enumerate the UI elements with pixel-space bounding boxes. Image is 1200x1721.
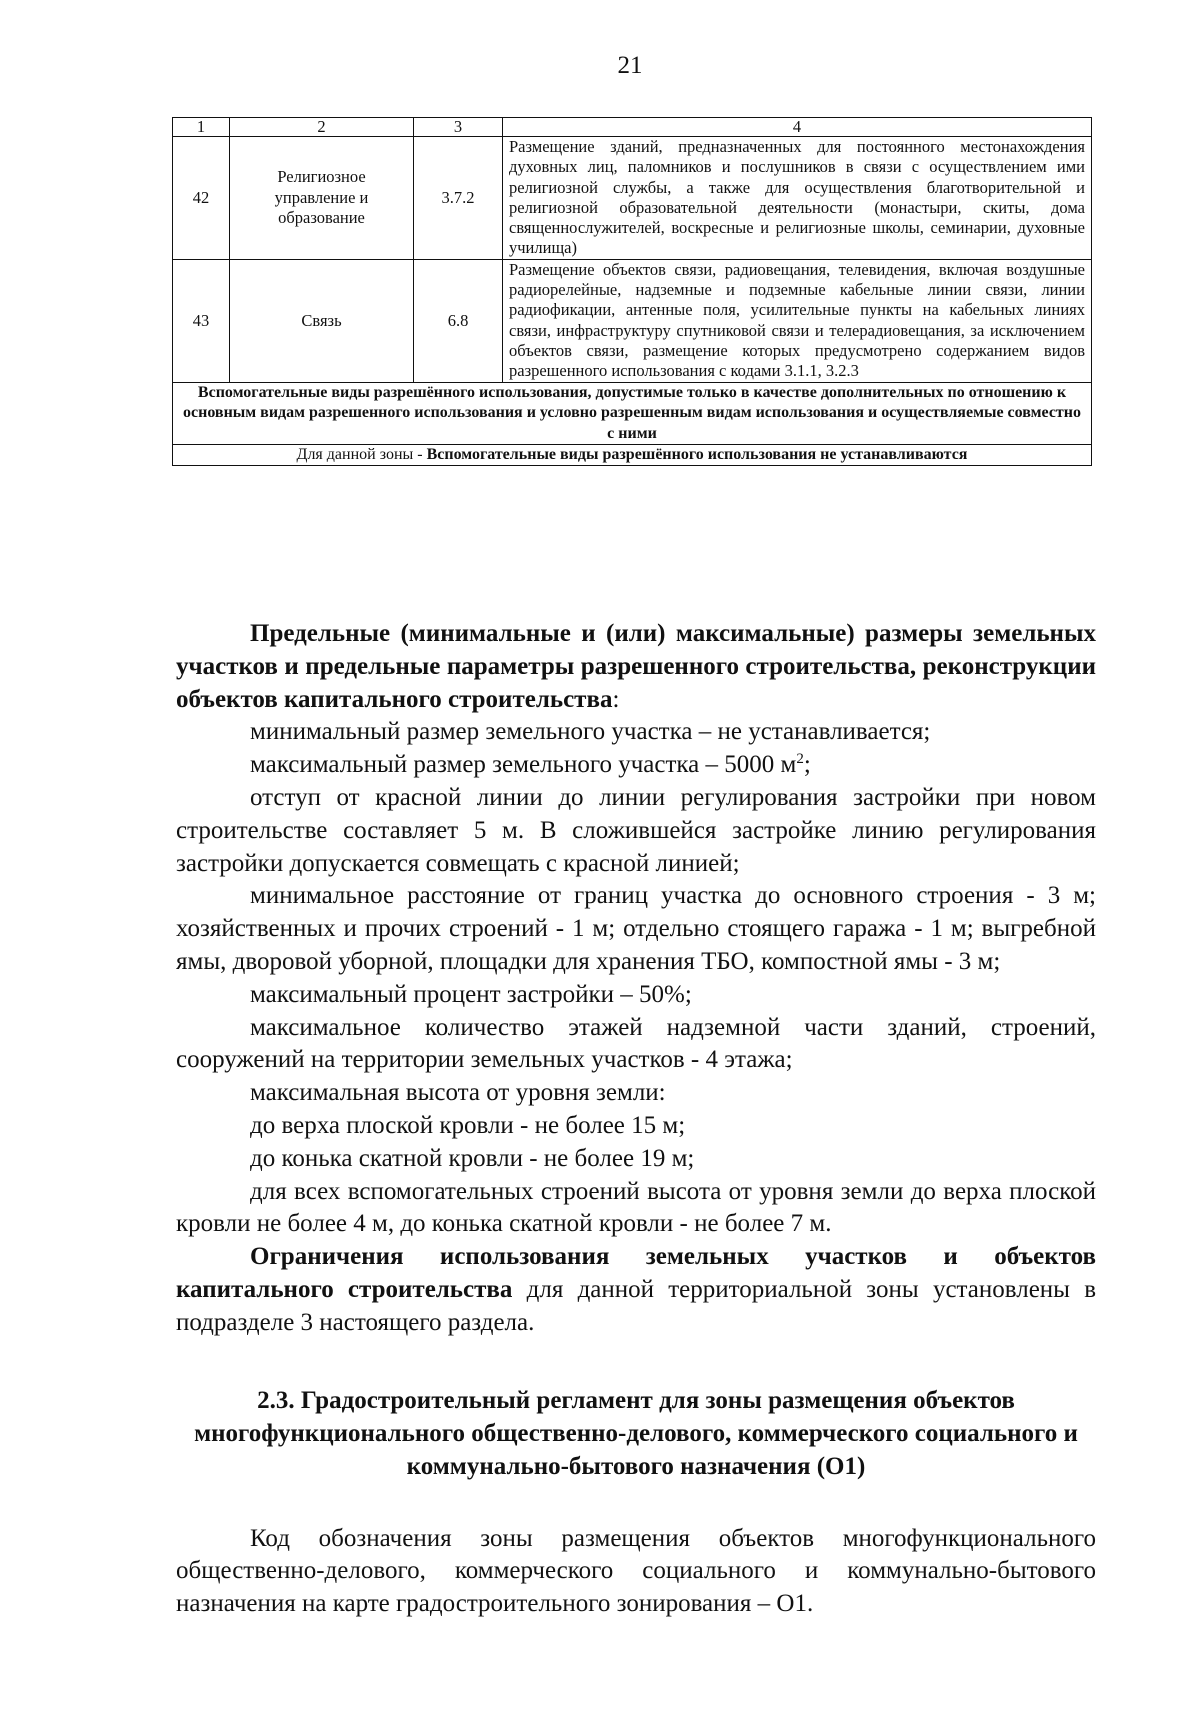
min-plot-size: минимальный размер земельного участка – не устанавливается;: [250, 718, 931, 746]
zone-code-paragraph: Код обозначения зоны размещения объектов многофункционального общественно-делового, коммерческого социального и коммунально-бытового назначения на карте градостроительного зонирования – О1.: [176, 1524, 1096, 1618]
auxiliary-building-height: для всех вспомогательных строений высота от уровня земли до верха плоской кровли не более 4 м, до конька скатной кровли - не более 7 м.: [176, 1177, 1096, 1238]
red-line-setback: отступ от красной линии до линии регулирования застройки при новом строительстве составляет 5 м. В сложившейся застройке линию регулирования застройки допускается совмещать с красной линией;: [176, 783, 1096, 877]
restrictions-text: для данной территориальной зоны установлены в подразделе 3 настоящего раздела.: [176, 1275, 1096, 1336]
limits-heading-text: Предельные (минимальные и (или) максимальные) размеры земельных участков и предельные параметры разрешенного строительства, реконструкции объектов капитального строительства: [176, 620, 1096, 713]
flat-roof-height: до верха плоской кровли - не более 15 м;: [250, 1111, 686, 1139]
header-cell: 1: [173, 118, 230, 137]
max-height: максимальная высота от уровня земли:: [250, 1079, 666, 1107]
pitched-roof-height: до конька скатной кровли - не более 19 м;: [250, 1144, 695, 1172]
max-plot-superscript: 2: [796, 751, 804, 768]
restrictions-bold: Ограничения использования земельных участков и объектов капитального строительства: [176, 1243, 1096, 1303]
use-name: Связь: [230, 259, 414, 382]
auxiliary-uses-title-row: [173, 382, 1092, 445]
auxiliary-uses-note: [173, 445, 1092, 466]
max-floors: максимальное количество этажей надземной части зданий, строений, сооружений на территории земельных участков - 4 этажа;: [176, 1013, 1096, 1074]
use-name: Религиозное управление и образование: [230, 137, 414, 260]
header-cell: 2: [230, 118, 414, 137]
section-title: 2.3. Градостроительный регламент для зоны размещения объектов многофункционального общественно-делового, коммерческого социального и коммунально-бытового назначения (О1): [194, 1386, 1078, 1480]
auxiliary-uses-title: Вспомогательные виды разрешённого использования, допустимые только в качестве дополнительных по отношению к основным видам разрешенного использования и условно разрешенным видам использования и осуществляемые совместно с ними: [173, 382, 1092, 445]
table-header-row: [173, 118, 1092, 137]
auxiliary-uses-note-row: [173, 445, 1092, 466]
header-cell: 3: [414, 118, 503, 137]
row-number: 42: [173, 137, 230, 260]
header-cell: 4: [503, 118, 1092, 137]
use-code: 6.8: [414, 259, 503, 382]
use-description: Размещение зданий, предназначенных для постоянного местонахождения духовных лиц, паломников и послушников в связи с осуществлением ими религиозной службы, а также для осуществления благотворительной и религиозной образовательной деятельности (монастыри, скиты, дома священнослужителей, воскресные и религиозные школы, семинарии, духовные училища): [503, 137, 1092, 260]
limits-heading: [176, 618, 1096, 716]
max-plot-suffix: ;: [803, 751, 811, 779]
table-row: [173, 259, 1092, 382]
restrictions-paragraph: [176, 1241, 1096, 1339]
regulation-body: [176, 618, 1096, 1621]
max-coverage: максимальный процент застройки – 50%;: [250, 980, 692, 1008]
use-description: Размещение объектов связи, радиовещания, телевидения, включая воздушные радиорелейные, надземные и подземные кабельные линии связи, линии радиофикации, антенные поля, усилительные пункты на кабельных линиях связи, инфраструктуру спутниковой связи и телерадиовещания, за исключением объектов связи, размещение которых предусмотрено содержанием видов разрешенного использования с кодами 3.1.1, 3.2.3: [503, 259, 1092, 382]
auxiliary-note-bold: Вспомогательные виды разрешённого использования не устанавливаются: [426, 446, 968, 464]
limits-heading-colon: :: [612, 685, 620, 713]
page-number: 21: [617, 52, 643, 79]
max-plot-size: [176, 749, 1096, 782]
auxiliary-note-prefix: Для данной зоны -: [296, 446, 427, 464]
min-distance: минимальное расстояние от границ участка до основного строения - 3 м; хозяйственных и прочих строений - 1 м; отдельно стоящего гаража - 1 м; выгребной ямы, дворовой уборной, площадки для хранения ТБО, компостной ямы - 3 м;: [176, 882, 1096, 975]
use-code: 3.7.2: [414, 137, 503, 260]
table-row: [173, 137, 1092, 260]
row-number: 43: [173, 259, 230, 382]
land-use-table: [172, 117, 1092, 466]
max-plot-text: максимальный размер земельного участка – 5000 м: [250, 751, 797, 779]
